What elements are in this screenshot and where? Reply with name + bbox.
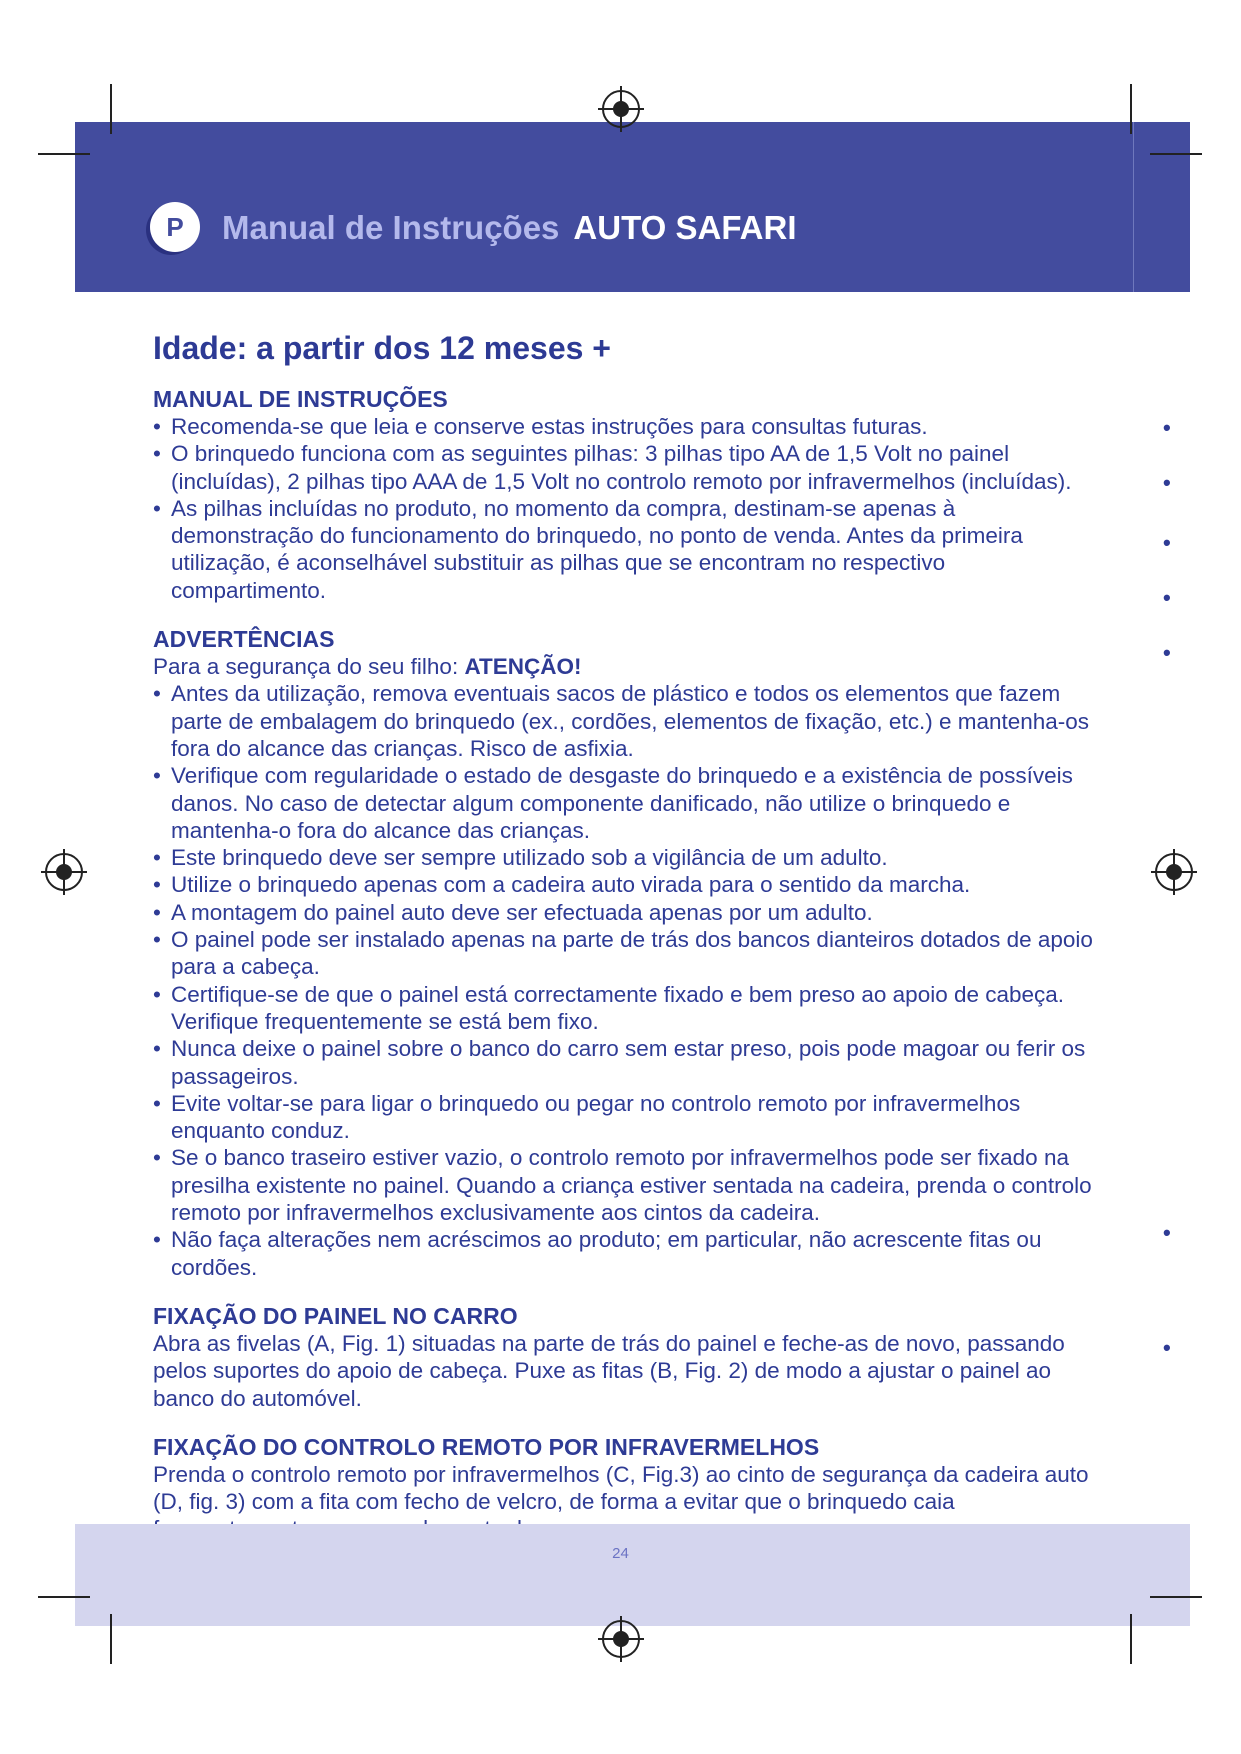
adjacent-page-bullet: • bbox=[1163, 1335, 1171, 1360]
registration-mark-icon bbox=[602, 90, 640, 128]
list-item: • Certifique-se de que o painel está correctamente fixado e bem preso ao apoio de cabeça. Verifique frequentemente se está bem fixo. bbox=[153, 981, 1065, 1034]
bullet: • bbox=[153, 927, 161, 953]
main-content bbox=[153, 328, 1103, 1565]
list-item: • Nunca deixe o painel sobre o banco do carro sem estar preso, pois pode magoar ou ferir os passageiros. bbox=[153, 1036, 1086, 1089]
list-item: • Recomenda-se que leia e conserve estas instruções para consultas futuras. bbox=[153, 414, 928, 439]
bullet: • bbox=[153, 899, 161, 925]
adjacent-page-bullet: • bbox=[1163, 415, 1171, 440]
remote-fixing-text: Prenda o controlo remoto por infravermelhos (C, Fig.3) ao cinto de segurança da cadeira auto (D, fig. 3) com a fita com fecho de velcro, de forma a evitar que o brinquedo caia bbox=[153, 1461, 1089, 1515]
bullet: • bbox=[153, 845, 161, 871]
manual-section bbox=[153, 386, 1103, 604]
warnings-section-title: ADVERTÊNCIAS bbox=[153, 626, 335, 653]
adjacent-page-bullet: • bbox=[1163, 530, 1171, 555]
adjacent-page-bullet: • bbox=[1163, 585, 1171, 610]
crop-mark bbox=[1130, 1614, 1132, 1664]
list-item: • As pilhas incluídas no produto, no momento da compra, destinam-se apenas à demonstração do funcionamento do brinquedo, no ponto de venda. Antes da primeira utilização, é aconselhável substituir as pilhas que se encontram no respectivo compartimento. bbox=[153, 495, 1023, 603]
adjacent-page-bullet: • bbox=[1163, 640, 1171, 665]
warnings-section bbox=[153, 626, 1103, 1281]
list-item: • Antes da utilização, remova eventuais sacos de plástico e todos os elementos que fazem parte de embalagem do brinquedo (ex., cordões, elementos de fixação, etc.) e mantenha-os fora do alcance das crianças. Risco de asfixia. bbox=[153, 681, 1090, 761]
page-title bbox=[222, 202, 797, 254]
manual-section-title: MANUAL DE INSTRUÇÕES bbox=[153, 386, 448, 412]
header-divider bbox=[1133, 122, 1134, 292]
title-product: AUTO SAFARI bbox=[573, 209, 797, 246]
warnings-intro: Para a segurança do seu filho: ATENÇÃO! bbox=[153, 654, 582, 680]
language-badge: P bbox=[150, 202, 200, 252]
list-item: • O brinquedo funciona com as seguintes pilhas: 3 pilhas tipo AA de 1,5 Volt no painel (incluídas), 2 pilhas tipo AAA de 1,5 Volt no controlo remoto por infravermelhos (incluídas). bbox=[153, 441, 1072, 494]
panel-fixing-title: FIXAÇÃO DO PAINEL NO CARRO bbox=[153, 1302, 518, 1329]
adjacent-page-bullet: • bbox=[1163, 470, 1171, 495]
list-item: • A montagem do painel auto deve ser efectuada apenas por um adulto. bbox=[153, 899, 873, 925]
list-item: • Verifique com regularidade o estado de desgaste do brinquedo e a existência de possíveis danos. No caso de detectar algum componente danificado, não utilize o brinquedo e mantenha-o fora do alcance das crianças. bbox=[153, 763, 1073, 843]
bullet: • bbox=[153, 441, 161, 467]
panel-fixing-text: Abra as fivelas (A, Fig. 1) situadas na parte de trás do painel e feche-as de novo, passando pelos suportes do apoio de cabeça. Puxe as fitas (B, Fig. 2) de modo a ajustar o painel ao banco do automóvel. bbox=[153, 1330, 1065, 1411]
crop-mark bbox=[38, 1596, 90, 1598]
registration-mark-icon bbox=[1155, 853, 1193, 891]
age-heading: Idade: a partir dos 12 meses + bbox=[153, 330, 611, 366]
list-item: • O painel pode ser instalado apenas na parte de trás dos bancos dianteiros dotados de apoio para a cabeça. bbox=[153, 927, 1093, 980]
crop-mark bbox=[38, 153, 90, 155]
adjacent-page-bullet: • bbox=[1163, 1220, 1171, 1245]
bullet: • bbox=[153, 495, 161, 521]
bullet: • bbox=[153, 681, 161, 707]
footer-band bbox=[75, 1524, 1190, 1626]
bullet: • bbox=[153, 1036, 161, 1062]
bullet: • bbox=[153, 1145, 161, 1171]
crop-mark bbox=[110, 84, 112, 134]
title-manual: Manual de Instruções bbox=[222, 209, 560, 246]
bullet: • bbox=[153, 981, 161, 1007]
registration-mark-icon bbox=[45, 853, 83, 891]
list-item: • Evite voltar-se para ligar o brinquedo ou pegar no controlo remoto por infravermelhos enquanto conduz. bbox=[153, 1090, 1021, 1144]
list-item: • Não faça alterações nem acréscimos ao produto; em particular, não acrescente fitas ou cordões. bbox=[153, 1227, 1042, 1280]
remote-fixing-title: FIXAÇÃO DO CONTROLO REMOTO POR INFRAVERMELHOS bbox=[153, 1433, 820, 1460]
registration-mark-icon bbox=[602, 1620, 640, 1658]
bullet: • bbox=[153, 872, 161, 898]
bullet: • bbox=[153, 414, 161, 439]
panel-fixing-section bbox=[153, 1303, 1103, 1412]
list-item: • Este brinquedo deve ser sempre utilizado sob a vigilância de um adulto. bbox=[153, 845, 888, 871]
bullet: • bbox=[153, 763, 161, 789]
bullet: • bbox=[153, 1090, 161, 1116]
bullet: • bbox=[153, 1227, 161, 1253]
list-item: • Utilize o brinquedo apenas com a cadeira auto virada para o sentido da marcha. bbox=[153, 872, 971, 898]
list-item: • Se o banco traseiro estiver vazio, o controlo remoto por infravermelhos pode ser fixado na presilha existente no painel. Quando a criança estiver sentada na cadeira, prenda o controlo remoto por infravermelhos exclusivamente aos cintos da cadeira. bbox=[153, 1145, 1092, 1226]
crop-mark bbox=[1130, 84, 1132, 134]
crop-mark bbox=[110, 1614, 112, 1664]
crop-mark bbox=[1150, 153, 1202, 155]
crop-mark bbox=[1150, 1596, 1202, 1598]
attention-label: ATENÇÃO! bbox=[464, 654, 582, 680]
page-number: 24 bbox=[612, 1545, 629, 1562]
